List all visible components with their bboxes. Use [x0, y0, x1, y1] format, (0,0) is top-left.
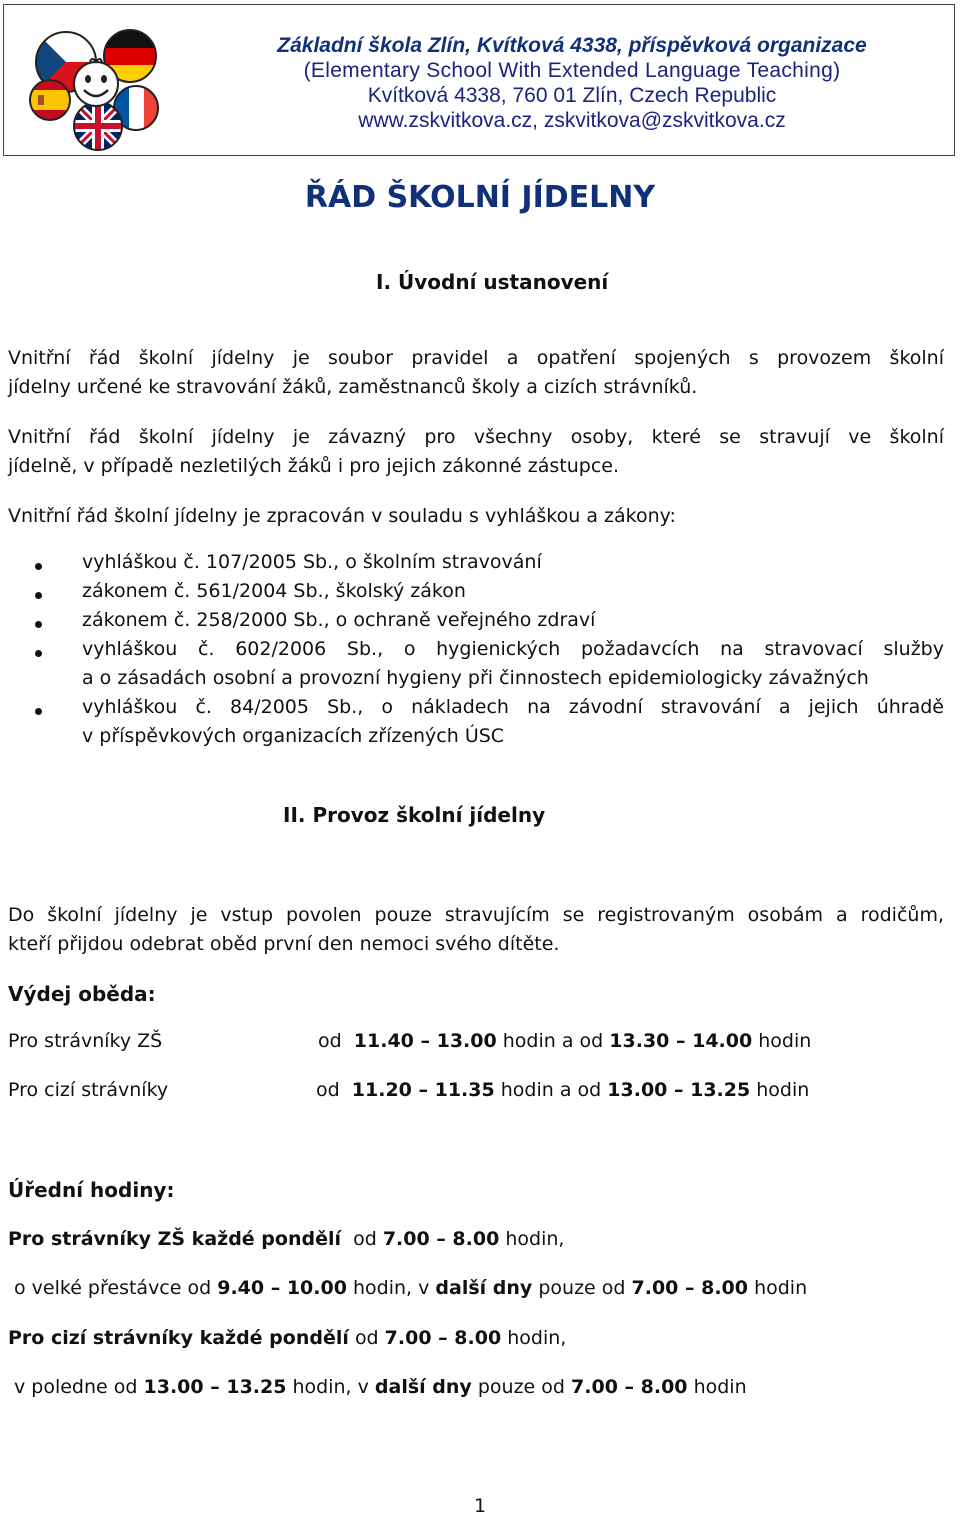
bullet-icon: [35, 650, 42, 657]
law-item-2: zákonem č. 561/2004 Sb., školský zákon: [82, 580, 466, 602]
lunch-row-2-hours: [316, 1079, 809, 1101]
office-row-4-c: pouze od: [477, 1376, 565, 1398]
section-2-heading: II. Provoz školní jídelny: [283, 803, 546, 827]
law-item-1: vyhláškou č. 107/2005 Sb., o školním stravování: [82, 551, 542, 573]
lunch-row-1-hours: [318, 1030, 811, 1052]
lunch-row-1-mid: hodin a od: [502, 1030, 604, 1052]
office-row-4-end: hodin: [693, 1376, 747, 1398]
office-row-2: [14, 1277, 807, 1299]
bullet-icon: [35, 621, 42, 628]
law-item-5-line1: vyhláškou č. 84/2005 Sb., o nákladech na závodní stravování a jejich úhradě: [82, 696, 944, 718]
bullet-icon: [35, 592, 42, 599]
section-1-p2-line1: Vnitřní řád školní jídelny je závazný pro všechny osoby, které se stravují ve školní: [8, 426, 944, 448]
office-row-1-od: od: [353, 1228, 377, 1250]
office-row-4-a: v poledne od: [14, 1376, 138, 1398]
office-row-3-end: hodin,: [507, 1327, 567, 1349]
document-title: ŘÁD ŠKOLNÍ JÍDELNY: [304, 180, 656, 215]
lunch-row-1-time1: 11.40 – 13.00: [353, 1030, 497, 1052]
office-row-1-who: Pro strávníky ZŠ každé pondělí: [8, 1228, 341, 1250]
bullet-icon: [35, 563, 42, 570]
office-row-2-bold: další dny: [435, 1277, 533, 1299]
law-item-5-line2: v příspěvkových organizacích zřízených ÚSC: [82, 725, 505, 747]
section-1-p1-line1: Vnitřní řád školní jídelny je soubor pravidel a opatření spojených s provozem školní: [8, 347, 944, 369]
law-item-3: zákonem č. 258/2000 Sb., o ochraně veřejného zdraví: [82, 609, 596, 631]
lunch-heading: Výdej oběda:: [8, 982, 156, 1006]
section-2-p1-line1: Do školní jídelny je vstup povolen pouze stravujícím se registrovaným osobám a rodičům,: [8, 904, 944, 926]
lunch-row-2-time2: 13.00 – 13.25: [607, 1079, 751, 1101]
lunch-row-2-label: Pro cizí strávníky: [8, 1079, 169, 1101]
office-row-3-who: Pro cizí strávníky každé pondělí: [8, 1327, 349, 1349]
section-1-p3: Vnitřní řád školní jídelny je zpracován v souladu s vyhláškou a zákony:: [8, 505, 676, 527]
section-2-p1-line2: kteří přijdou odebrat oběd první den nemoci svého dítěte.: [8, 933, 560, 955]
office-row-3-od: od: [354, 1327, 379, 1349]
section-1-heading: I. Úvodní ustanovení: [376, 270, 609, 294]
office-row-1-time: 7.00 – 8.00: [382, 1228, 500, 1250]
school-subtitle: (Elementary School With Extended Language Teaching): [303, 59, 841, 82]
office-row-2-c: pouze od: [538, 1277, 626, 1299]
section-1-p1-line2: jídelny určené ke stravování žáků, zaměstnanců školy a cizích strávníků.: [8, 376, 698, 398]
section-1-p2-line2: jídelně, v případě nezletilých žáků i pro jejich zákonné zástupce.: [8, 455, 620, 477]
bullet-icon: [35, 708, 42, 715]
law-item-4-line1: vyhláškou č. 602/2006 Sb., o hygienických požadavcích na stravovací služby: [82, 638, 944, 660]
page-number: 1: [473, 1495, 487, 1517]
lunch-row-2-end: hodin: [756, 1079, 810, 1101]
office-row-2-end: hodin: [754, 1277, 808, 1299]
lunch-row-2-time1: 11.20 – 11.35: [351, 1079, 495, 1101]
office-row-4-time1: 13.00 – 13.25: [143, 1376, 287, 1398]
office-row-4-b: hodin, v: [292, 1376, 369, 1398]
office-row-2-b: hodin, v: [352, 1277, 430, 1299]
spanish-flag-icon: [30, 80, 70, 120]
office-row-1: [8, 1228, 564, 1250]
lunch-row-1-od: od: [318, 1030, 342, 1052]
office-row-4-bold: další dny: [374, 1376, 472, 1398]
office-row-4-time2: 7.00 – 8.00: [571, 1376, 688, 1398]
lunch-row-1-time2: 13.30 – 14.00: [609, 1030, 753, 1052]
office-row-4: [14, 1376, 747, 1398]
lunch-row-1-end: hodin: [758, 1030, 812, 1052]
office-row-2-a: o velké přestávce od: [14, 1277, 212, 1299]
lunch-row-2-mid: hodin a od: [500, 1079, 602, 1101]
law-item-4-line2: a o zásadách osobní a provozní hygieny při činnostech epidemiologicky závažných: [82, 667, 869, 689]
school-web-email: www.zskvitkova.cz, zskvitkova@zskvitkova.cz: [358, 109, 786, 132]
office-hours-heading: Úřední hodiny:: [8, 1178, 175, 1202]
lunch-row-1-label: Pro strávníky ZŠ: [8, 1030, 163, 1052]
office-row-1-end: hodin,: [505, 1228, 565, 1250]
office-row-3-time: 7.00 – 8.00: [384, 1327, 502, 1349]
school-name: Základní škola Zlín, Kvítková 4338, příspěvková organizace: [277, 34, 867, 57]
office-row-2-time2: 7.00 – 8.00: [631, 1277, 749, 1299]
office-row-3: [8, 1327, 566, 1349]
school-logo: [26, 22, 160, 154]
uk-flag-icon: [74, 102, 122, 150]
school-address: Kvítková 4338, 760 01 Zlín, Czech Republic: [367, 84, 777, 107]
office-row-2-time1: 9.40 – 10.00: [217, 1277, 347, 1299]
lunch-row-2-od: od: [316, 1079, 340, 1101]
